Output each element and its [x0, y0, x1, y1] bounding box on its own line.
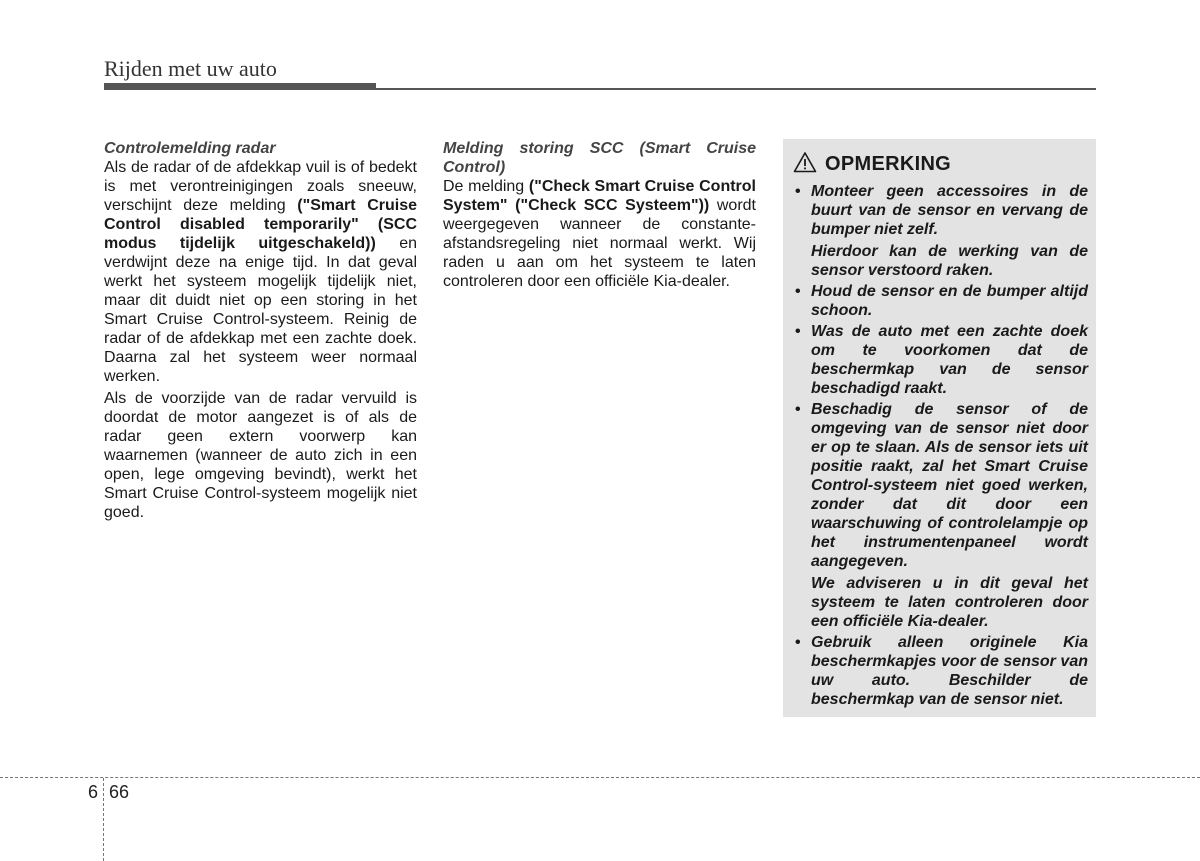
- paragraph-radar-blocked: Als de voorzijde van de radar vervuild is doordat de motor aangezet is of als de radar geen extern voorwerp kan waarnemen (wanneer de auto zich in een open, lege omgeving bevindt), werkt het Smart Cruise Control-systeem mogelijk niet goed.: [104, 390, 417, 521]
- text-run: Als de radar of de afdekkap vuil is of bedekt is met verontreinigingen zoals sneeuw, verschijnt deze melding: [104, 159, 417, 214]
- bullet: •: [795, 634, 801, 651]
- section-heading-radar-warning: Controlemelding radar: [104, 140, 276, 157]
- bullet: •: [795, 401, 801, 418]
- note-item-text: Houd de sensor en de bumper altijd schoon.: [811, 283, 1088, 319]
- note-item-text: Monteer geen accessoires in de buurt van de sensor en vervang de bumper niet zelf.: [811, 183, 1088, 238]
- note-item: [793, 400, 1088, 631]
- bullet: •: [795, 323, 801, 340]
- message-text: ("Smart Cruise Control disabled temporarily" (SCC modus tijdelijk uitgeschakeld)): [104, 197, 417, 252]
- note-item: [793, 282, 1088, 320]
- column-left: [104, 139, 417, 522]
- paragraph-radar-dirty: [104, 158, 417, 386]
- note-item-continuation: Hierdoor kan de werking van de sensor verstoord raken.: [811, 243, 1088, 279]
- section-heading-scc-malfunction: Melding storing SCC (Smart Cruise Control): [443, 140, 756, 176]
- footer-divider: [0, 777, 1200, 778]
- column-middle: [443, 139, 756, 291]
- footer-page-divider: [103, 778, 104, 861]
- bullet: •: [795, 183, 801, 200]
- warning-triangle-icon: [793, 151, 817, 178]
- running-header: Rijden met uw auto: [104, 56, 277, 81]
- text-run: en verdwijnt deze na enige tijd. In dat geval werkt het systeem mogelijk tijdelijk niet, maar dit duidt niet op een storing in het Smart Cruise Control-systeem. Reinig de radar of de afdekkap met een zachte doek. Daarna zal het systeem weer normaal werken.: [104, 235, 417, 385]
- note-item-text: Beschadig de sensor of de omgeving van de sensor niet door er op te slaan. Als de sensor iets uit positie raakt, zal het Smart Cruise Control-systeem niet goed werken, zonder dat dit door een waarschuwing of controlelampje op het instrumentenpaneel wordt aangegeven.: [811, 401, 1088, 570]
- note-item-text: Gebruik alleen originele Kia beschermkapjes voor de sensor van uw auto. Beschilder de beschermkap van de sensor niet.: [811, 634, 1088, 708]
- note-item-continuation: We adviseren u in dit geval het systeem te laten controleren door een officiële Kia-dealer.: [811, 575, 1088, 630]
- text-run: wordt weergegeven wanneer de constante-afstandsregeling niet normaal werkt. Wij raden u aan om het systeem te laten controleren door een officiële Kia-dealer.: [443, 197, 757, 290]
- header-rule: [104, 88, 1096, 90]
- note-box: [783, 139, 1096, 717]
- page-number: 66: [109, 782, 130, 802]
- note-item: [793, 182, 1088, 280]
- note-item: [793, 633, 1088, 709]
- note-title: OPMERKING: [825, 153, 952, 175]
- message-text: ("Check Smart Cruise Control System" ("Check SCC Systeem")): [443, 178, 756, 214]
- text-run: De melding: [443, 178, 529, 195]
- chapter-number: 6: [88, 782, 99, 802]
- note-item: [793, 322, 1088, 398]
- note-list: [793, 182, 1088, 709]
- bullet: •: [795, 283, 801, 300]
- note-item-text: Was de auto met een zachte doek om te voorkomen dat de beschermkap van de sensor beschadigd raakt.: [811, 323, 1088, 397]
- paragraph-scc-malfunction: [443, 177, 756, 291]
- note-header: [793, 151, 1088, 178]
